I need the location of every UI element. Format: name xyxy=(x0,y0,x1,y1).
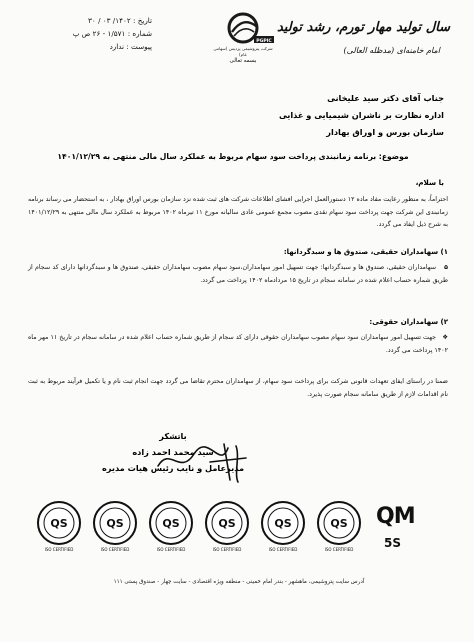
closing-paragraph: ضمنا در راستای ایفای تعهدات قانونی شرکت برای پرداخت سود سهام، از سهامداران محترم تقاضا می گردد جهت انجام ثبت نام و یا تکمیل فرآیند مربوط به ثبت نام اقدامات لازم از طریق سامانه سجام صورت پذیرد. xyxy=(28,378,448,398)
iso-cert-badge-icon: QS ISO CERTIFIED xyxy=(260,500,306,546)
iso-cert-badge-icon: QS ISO CERTIFIED xyxy=(36,500,82,546)
section2-text: جهت تسهیل امور سهامداران سود سهام مصوب سهامداران حقوقی دارای کد سجام از طریق شماره حساب اعلام شده در سامانه سجام در تاریخ ۱۱ مهر ماه ۱۴۰۲ پرداخت می گردد. xyxy=(28,334,448,354)
svg-text:QS: QS xyxy=(218,517,236,530)
bullet-icon: ۵ xyxy=(444,264,448,271)
svg-text:QS: QS xyxy=(162,517,180,530)
svg-text:QS: QS xyxy=(50,517,68,530)
iso-cert-badge-icon: QS ISO CERTIFIED xyxy=(148,500,194,546)
number-value: ۱/۵۷۱ - ۲۶ ص پ xyxy=(72,29,126,38)
signer-title: مدیرعامل و نایب رئیس هیات مدیره xyxy=(101,463,245,473)
recipient-department: اداره نظارت بر ناشران شیمیایی و غذایی xyxy=(278,110,444,120)
company-logo xyxy=(210,12,276,58)
svg-text:QS: QS xyxy=(274,517,292,530)
address-line: آدرس سایت پتروشیمی، ماهشهر - بندر امام خمینی - منطقه ویژه اقتصادی - سایت چهار - صندوق پستی ۱۱۱ xyxy=(113,579,365,585)
letter-subject: موضوع: برنامه زمانبندی پرداخت سود سهام مربوط به عملکرد سال مالی منتهی به ۱۴۰۱/۱۲/۲۹ xyxy=(57,152,409,161)
logo-caption: شرکت پتروشیمی پردیس (سهامی عام) xyxy=(213,46,273,57)
recipient-organization: سازمان بورس و اوراق بهادار xyxy=(326,127,444,137)
date-value: ۱۴۰۲/ ۰۳ / ۳۰ xyxy=(88,16,131,25)
iso-cert-badge-icon: QS ISO CERTIFIED xyxy=(204,500,250,546)
year-slogan: سال تولید مهار تورم، رشد تولید xyxy=(276,20,450,35)
iso-cert-badge-icon: QS ISO CERTIFIED xyxy=(316,500,362,546)
intro-paragraph: احتراماً، به منظور رعایت مفاد ماده ۱۲ دستورالعمل اجرایی افشای اطلاعات شرکت های ثبت شده نزد سازمان بورس اوراق بهادار ، به استحضار می رساند برنامه زمانبندی این شرکت جهت پرداخت سود سهام نقدی مصوب مجمع عمومی عادی سالیانه مورخ ۱۱ تیرماه ۱۴۰۲ مربوط به عملکرد سال مالی منتهی به ۱۴۰۱/۱۲/۲۹ به شرح ذیل ایفاد می گردد. xyxy=(28,196,448,228)
slogan-attribution: امام خامنه‌ای (مدظله العالی) xyxy=(343,46,440,55)
section2-body xyxy=(28,332,448,357)
attachment-value: ندارد xyxy=(109,42,125,51)
logo-mark-icon xyxy=(210,12,276,46)
svg-text:QS: QS xyxy=(330,517,348,530)
svg-text:QS: QS xyxy=(106,517,124,530)
handwritten-signature-icon xyxy=(150,436,260,486)
recipient-block xyxy=(144,90,444,141)
attachment-row: پیوست : ندارد xyxy=(109,42,152,51)
svg-text:PGPIC: PGPIC xyxy=(256,39,272,44)
letter-meta xyxy=(24,14,152,53)
greeting: با سلام، xyxy=(415,178,444,187)
qm-logo: QM xyxy=(376,504,415,529)
five-s-logo: 5S xyxy=(384,536,401,550)
bullet-icon: ❖ xyxy=(442,334,449,341)
recipient-name: جناب آقای دکتر سید علیخانی xyxy=(327,93,444,103)
basmala: بسمه تعالی xyxy=(229,58,257,64)
section2-title: ۲) سهامداران حقوقی: xyxy=(369,318,448,326)
number-row: شماره : ۱/۵۷۱ - ۲۶ ص پ xyxy=(72,29,152,38)
signer-name: سید محمد احمد زاده xyxy=(132,447,214,457)
iso-cert-badge-icon: QS ISO CERTIFIED xyxy=(92,500,138,546)
regards: باتشکر xyxy=(159,431,187,441)
section1-title: ۱) سهامداران حقیقی، صندوق ها و سبدگردانها: xyxy=(283,248,448,256)
footer-address xyxy=(24,578,454,587)
section1-text: سهامداران حقیقی، صندوق ها و سبدگردانها: جهت تسهیل امور سهامداران،سود سهام مصوب سهامداران حقیقی، صندوق ها و سبدگردانها دارای کد سجام از طریق شماره حساب اعلام شده در سامانه سجام در تاریخ ۱۵ مردادماه ۱۴۰۲ پرداخت می گردد. xyxy=(28,264,448,284)
section1-body xyxy=(28,262,448,287)
date-row: تاریخ : ۱۴۰۲/ ۰۳ / ۳۰ xyxy=(88,16,152,25)
